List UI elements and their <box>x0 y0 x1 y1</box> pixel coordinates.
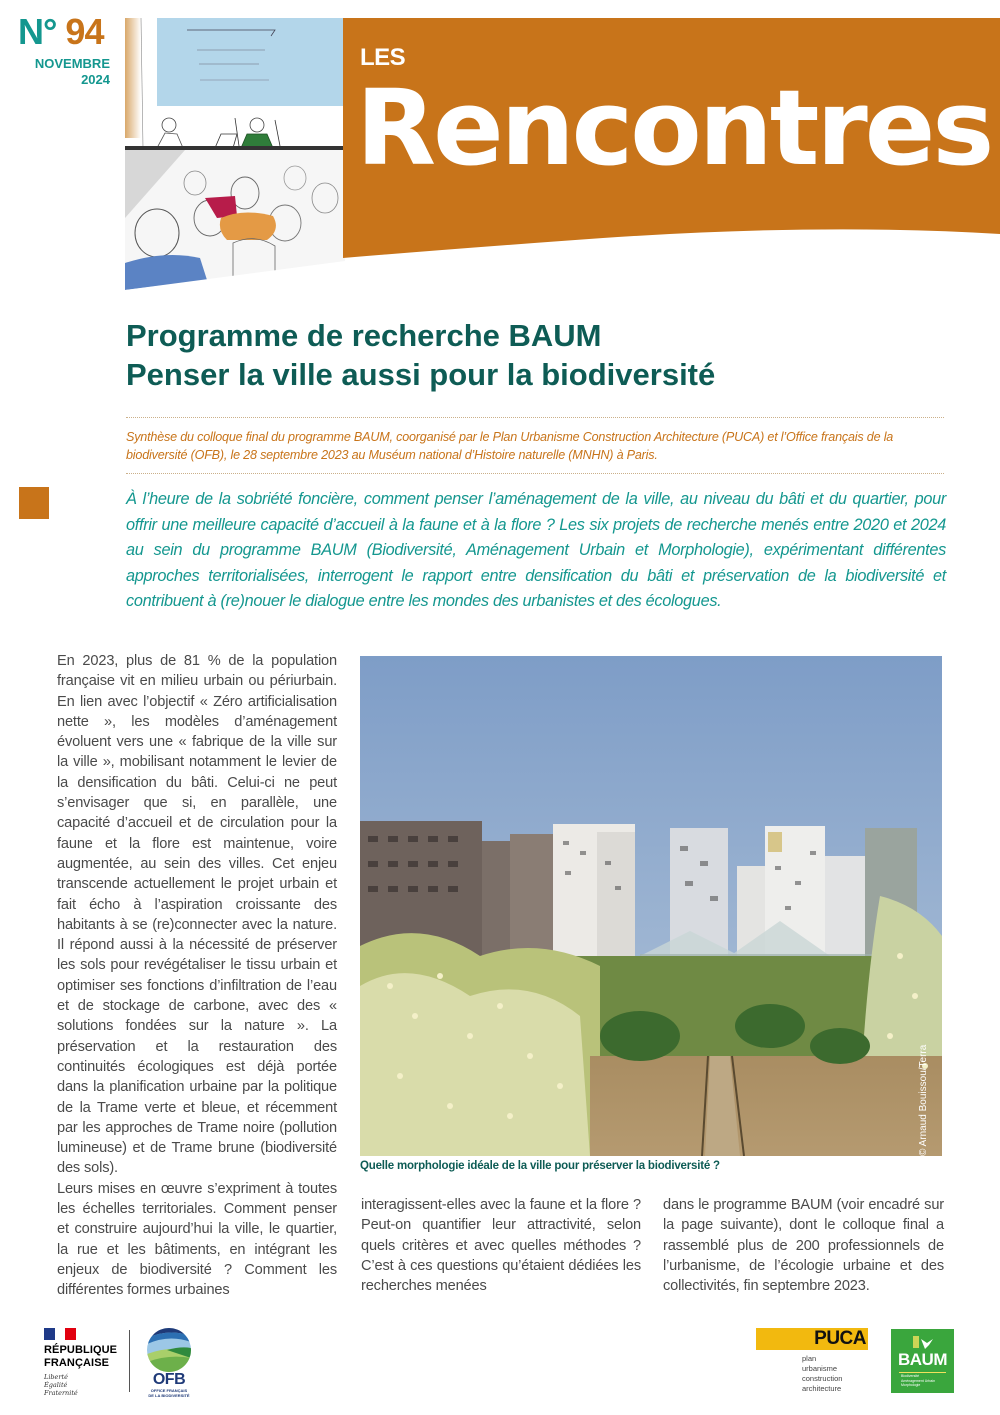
puca-acronym: PUCA <box>814 1328 866 1349</box>
baum-rule <box>899 1372 946 1373</box>
divider <box>126 473 944 474</box>
body-paragraph: dans le programme BAUM (voir encadré sur la page suivante), dont le colloque final a rassemblé plus de 200 professionnels de l’urbanisme, de l’écologie urbaine et des collectivités, fin septembre 2023. <box>663 1197 944 1295</box>
article-title <box>126 316 715 394</box>
issue-year: 2024 <box>81 72 110 87</box>
bird-icon <box>913 1335 933 1351</box>
issue-number <box>18 12 103 52</box>
article-lead: À l’heure de la sobriété foncière, comment penser l’aménagement de la ville, au niveau du bâti et du quartier, pour offrir une meilleure capacité d’accueil à la faune et à la flore ? Les six projets de recherche menés entre 2020 et 2024 au sein du programme BAUM (Biodiversité, Aménagement Urbain et Morphologie), expérimentant différentes approches territorialisées, interrogent le rapport entre densification du bâti et préservation de la biodiversité et contribuent à (re)nouer le dialogue entre les mondes des urbanistes et des écologues. <box>126 490 946 610</box>
republique-francaise-logo <box>44 1328 129 1398</box>
article-title-line-1: Programme de recherche BAUM <box>126 318 602 353</box>
article-photo <box>360 656 942 1156</box>
marianne-flag-icon <box>44 1328 76 1340</box>
issue-prefix: N° <box>18 11 57 52</box>
colloquium-illustration <box>125 18 345 290</box>
ofb-acronym: OFB <box>152 1371 186 1388</box>
accent-square <box>19 487 49 519</box>
rf-motto: Liberté Égalité Fraternité <box>44 1373 78 1397</box>
baum-acronym: BAUM <box>898 1350 947 1369</box>
synthesis-intro: Synthèse du colloque final du programme BAUM, coorganisé par le Plan Urbanisme Construction Architecture (PUCA) et l’Office français de la biodiversité (OFB), le 28 septembre 2023 au Muséum national d’Histoire naturelle (MNHN) à Paris. <box>126 430 894 462</box>
body-paragraph: interagissent-elles avec la faune et la flore ? Peut-on quantifier leur attractivité, selon quels critères et avec quelles méthodes ? C’est à ces questions qu’étaient dédiées les recherches menées <box>361 1197 641 1295</box>
photo-caption: Quelle morphologie idéale de la ville pour préserver la biodiversité ? <box>360 1160 720 1172</box>
puca-words: plan urbanisme construction architecture <box>802 1354 843 1393</box>
issue-month: NOVEMBRE <box>34 56 110 71</box>
baum-subtitle: Biodiversité Aménagement Urbain Morphologie <box>901 1374 936 1387</box>
rf-name: RÉPUBLIQUE FRANÇAISE <box>44 1344 118 1369</box>
body-column-3 <box>663 1195 944 1296</box>
body-column-2 <box>361 1195 641 1296</box>
issue-number-value: 94 <box>65 11 104 52</box>
body-column-1 <box>57 651 337 1301</box>
article-title-line-2: Penser la ville aussi pour la biodiversité <box>126 357 716 392</box>
baum-logo <box>891 1329 954 1393</box>
photo-credit: © Arnaud Bouissou/Terra <box>918 1044 929 1156</box>
issue-date <box>35 56 110 88</box>
ofb-logo <box>140 1328 198 1398</box>
divider <box>126 417 944 418</box>
series-title: Rencontres <box>356 67 992 189</box>
body-paragraph: En 2023, plus de 81 % de la population française vit en milieu urbain ou périurbain. En lien avec l’objectif « Zéro artificialisation nette », les modèles d’aménagement évoluent vers une « fabrique de la ville sur la ville », mobilisant notamment le levier de la densification du bâti. Celui-ci ne peut s’envisager que si, en parallèle, une capacité d’accueil et de circulation pour la faune et la flore est maintenue, voire augmentée, au sein des villes. Cet enjeu transcende actuellement le projet urbain et fait écho à l’aspiration croissante des habitants à se (re)connecter avec la nature. Il répond aussi à la nécessité de préserver les sols pour revégétaliser le tissu urbain et optimiser ses fonctions d’infiltration de l’eau et de stockage de carbone, avec des « solutions fondées sur la nature ». La préservation et la restauration des continuités écologiques est déjà portée dans la planification urbaine par la politique de la Trame verte et bleue, et récemment par les approches de Trame noire (pollution lumineuse) et de Trame brune (biodiversité des sols). <box>57 653 337 1177</box>
series-prefix: LES <box>360 44 406 71</box>
logo-separator <box>129 1330 130 1392</box>
puca-logo <box>756 1328 868 1394</box>
body-paragraph: Leurs mises en œuvre s’expriment à toutes les échelles territoriales. Comment penser et construire aujourd’hui la ville, le quartier, la rue et les bâtiments, en intégrant les enjeux de biodiversité ? Comment les différentes formes urbaines <box>57 1180 337 1299</box>
ofb-subtitle: OFFICE FRANÇAIS DE LA BIODIVERSITÉ <box>148 1388 190 1398</box>
ofb-globe-icon <box>147 1328 191 1372</box>
